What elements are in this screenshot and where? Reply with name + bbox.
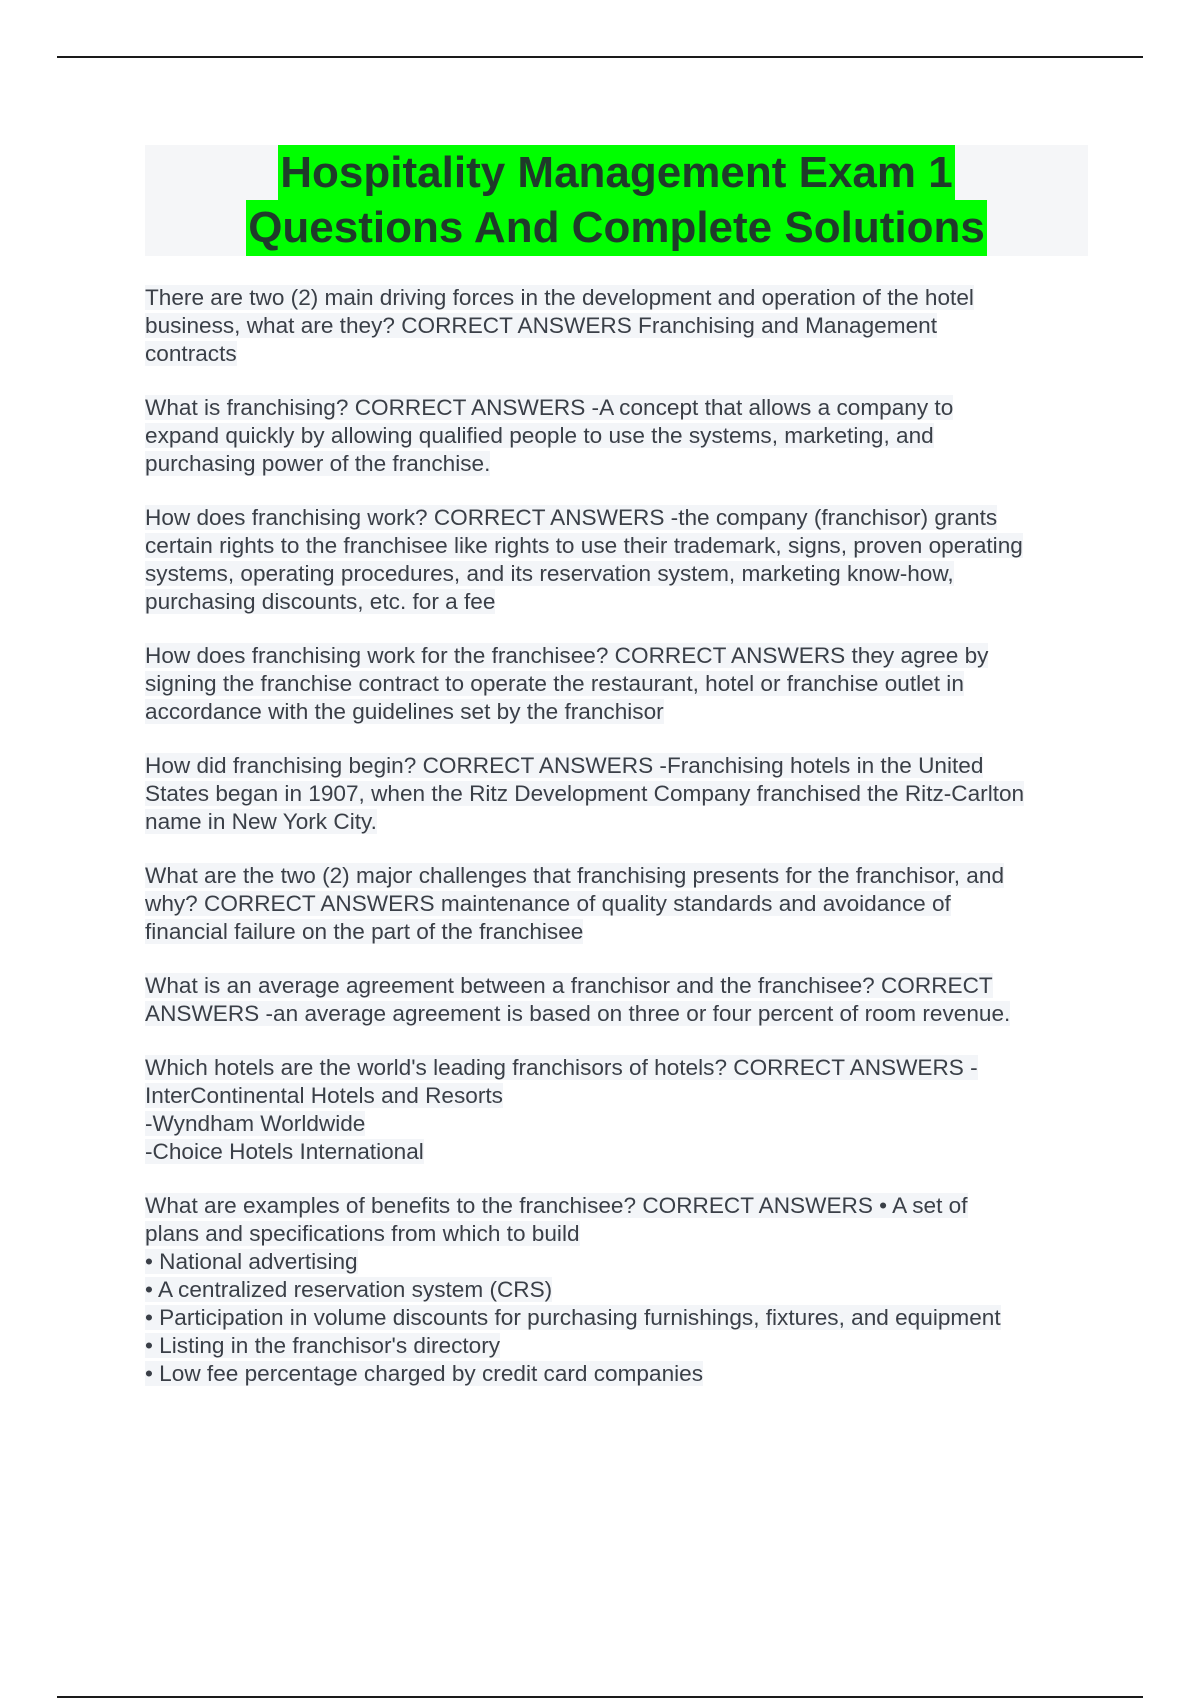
qa-entry-text: Which hotels are the world's leading franchisors of hotels? CORRECT ANSWERS - <box>145 1055 978 1080</box>
qa-entry-line <box>145 1138 1090 1166</box>
top-rule <box>57 56 1143 58</box>
qa-entry-line <box>145 670 1090 698</box>
qa-entry-text: purchasing power of the franchise. <box>145 451 491 476</box>
qa-entry-line <box>145 422 1090 450</box>
qa-entry-line <box>145 918 1090 946</box>
qa-entry-text: How does franchising work? CORRECT ANSWERS -the company (franchisor) grants <box>145 505 998 530</box>
qa-entry-text: plans and specifications from which to build <box>145 1221 580 1246</box>
title-band <box>145 145 1088 256</box>
qa-entry-text: • A centralized reservation system (CRS) <box>145 1277 553 1302</box>
qa-entry <box>145 1192 1090 1388</box>
qa-entry <box>145 504 1090 616</box>
qa-entry <box>145 642 1090 726</box>
qa-entry-line <box>145 450 1090 478</box>
qa-entry-text: • Listing in the franchisor's directory <box>145 1333 501 1358</box>
qa-entry-line <box>145 862 1090 890</box>
qa-entry <box>145 394 1090 478</box>
qa-entry-text: InterContinental Hotels and Resorts <box>145 1083 503 1108</box>
qa-entry <box>145 862 1090 946</box>
qa-entry-text: name in New York City. <box>145 809 377 834</box>
qa-entry-text: What is franchising? CORRECT ANSWERS -A concept that allows a company to <box>145 395 954 420</box>
qa-entry-text: -Wyndham Worldwide <box>145 1111 366 1136</box>
document-title-line-2: Questions And Complete Solutions <box>246 200 987 256</box>
qa-entry-line <box>145 752 1090 780</box>
qa-entry-line <box>145 1220 1090 1248</box>
qa-entry-text: How did franchising begin? CORRECT ANSWERS -Franchising hotels in the United <box>145 753 984 778</box>
document-title-line-1: Hospitality Management Exam 1 <box>278 145 954 201</box>
bottom-rule <box>57 1696 1143 1698</box>
qa-entry-text: ANSWERS -an average agreement is based on three or four percent of room revenue. <box>145 1001 1011 1026</box>
qa-entry-line <box>145 284 1090 312</box>
qa-entry <box>145 1054 1090 1166</box>
qa-entry-line <box>145 560 1090 588</box>
qa-entry-line <box>145 1054 1090 1082</box>
qa-entry-line <box>145 312 1090 340</box>
qa-entry-text: • National advertising <box>145 1249 358 1274</box>
qa-entry-line <box>145 1192 1090 1220</box>
qa-entry-line <box>145 1082 1090 1110</box>
qa-entry-text: What are examples of benefits to the franchisee? CORRECT ANSWERS • A set of <box>145 1193 968 1218</box>
qa-entry-text: contracts <box>145 341 237 366</box>
qa-entry-line <box>145 1304 1090 1332</box>
qa-entry-text: financial failure on the part of the franchisee <box>145 919 584 944</box>
qa-entry-line <box>145 890 1090 918</box>
qa-entry-text: systems, operating procedures, and its reservation system, marketing know-how, <box>145 561 954 586</box>
qa-entry-line <box>145 1360 1090 1388</box>
qa-entry-line <box>145 780 1090 808</box>
qa-entry <box>145 972 1090 1028</box>
qa-entry-text: • Participation in volume discounts for purchasing furnishings, fixtures, and equipment <box>145 1305 1001 1330</box>
qa-entry-line <box>145 504 1090 532</box>
qa-entry-text: signing the franchise contract to operate the restaurant, hotel or franchise outlet in <box>145 671 964 696</box>
qa-entry-line <box>145 1332 1090 1360</box>
qa-entry-text: What is an average agreement between a franchisor and the franchisee? CORRECT <box>145 973 993 998</box>
qa-entry-text: What are the two (2) major challenges that franchising presents for the franchisor, and <box>145 863 1005 888</box>
qa-entry-text: why? CORRECT ANSWERS maintenance of quality standards and avoidance of <box>145 891 951 916</box>
qa-entry-text: States began in 1907, when the Ritz Development Company franchised the Ritz-Carlton <box>145 781 1025 806</box>
qa-content <box>145 284 1090 1414</box>
qa-entry-text: -Choice Hotels International <box>145 1139 424 1164</box>
qa-entry-text: expand quickly by allowing qualified people to use the systems, marketing, and <box>145 423 934 448</box>
qa-entry-line <box>145 698 1090 726</box>
qa-entry <box>145 752 1090 836</box>
qa-entry <box>145 284 1090 368</box>
qa-entry-text: • Low fee percentage charged by credit card companies <box>145 1361 704 1386</box>
qa-entry-line <box>145 340 1090 368</box>
qa-entry-line <box>145 1110 1090 1138</box>
qa-entry-line <box>145 1276 1090 1304</box>
qa-entry-text: certain rights to the franchisee like rights to use their trademark, signs, proven operating <box>145 533 1023 558</box>
qa-entry-line <box>145 588 1090 616</box>
qa-entry-text: How does franchising work for the franchisee? CORRECT ANSWERS they agree by <box>145 643 989 668</box>
qa-entry-text: There are two (2) main driving forces in the development and operation of the hotel <box>145 285 974 310</box>
qa-entry-text: accordance with the guidelines set by the franchisor <box>145 699 664 724</box>
qa-entry-line <box>145 1000 1090 1028</box>
qa-entry-line <box>145 1248 1090 1276</box>
qa-entry-line <box>145 532 1090 560</box>
qa-entry-line <box>145 972 1090 1000</box>
qa-entry-line <box>145 642 1090 670</box>
qa-entry-line <box>145 808 1090 836</box>
qa-entry-text: purchasing discounts, etc. for a fee <box>145 589 496 614</box>
qa-entry-text: business, what are they? CORRECT ANSWERS Franchising and Management <box>145 313 937 338</box>
qa-entry-line <box>145 394 1090 422</box>
